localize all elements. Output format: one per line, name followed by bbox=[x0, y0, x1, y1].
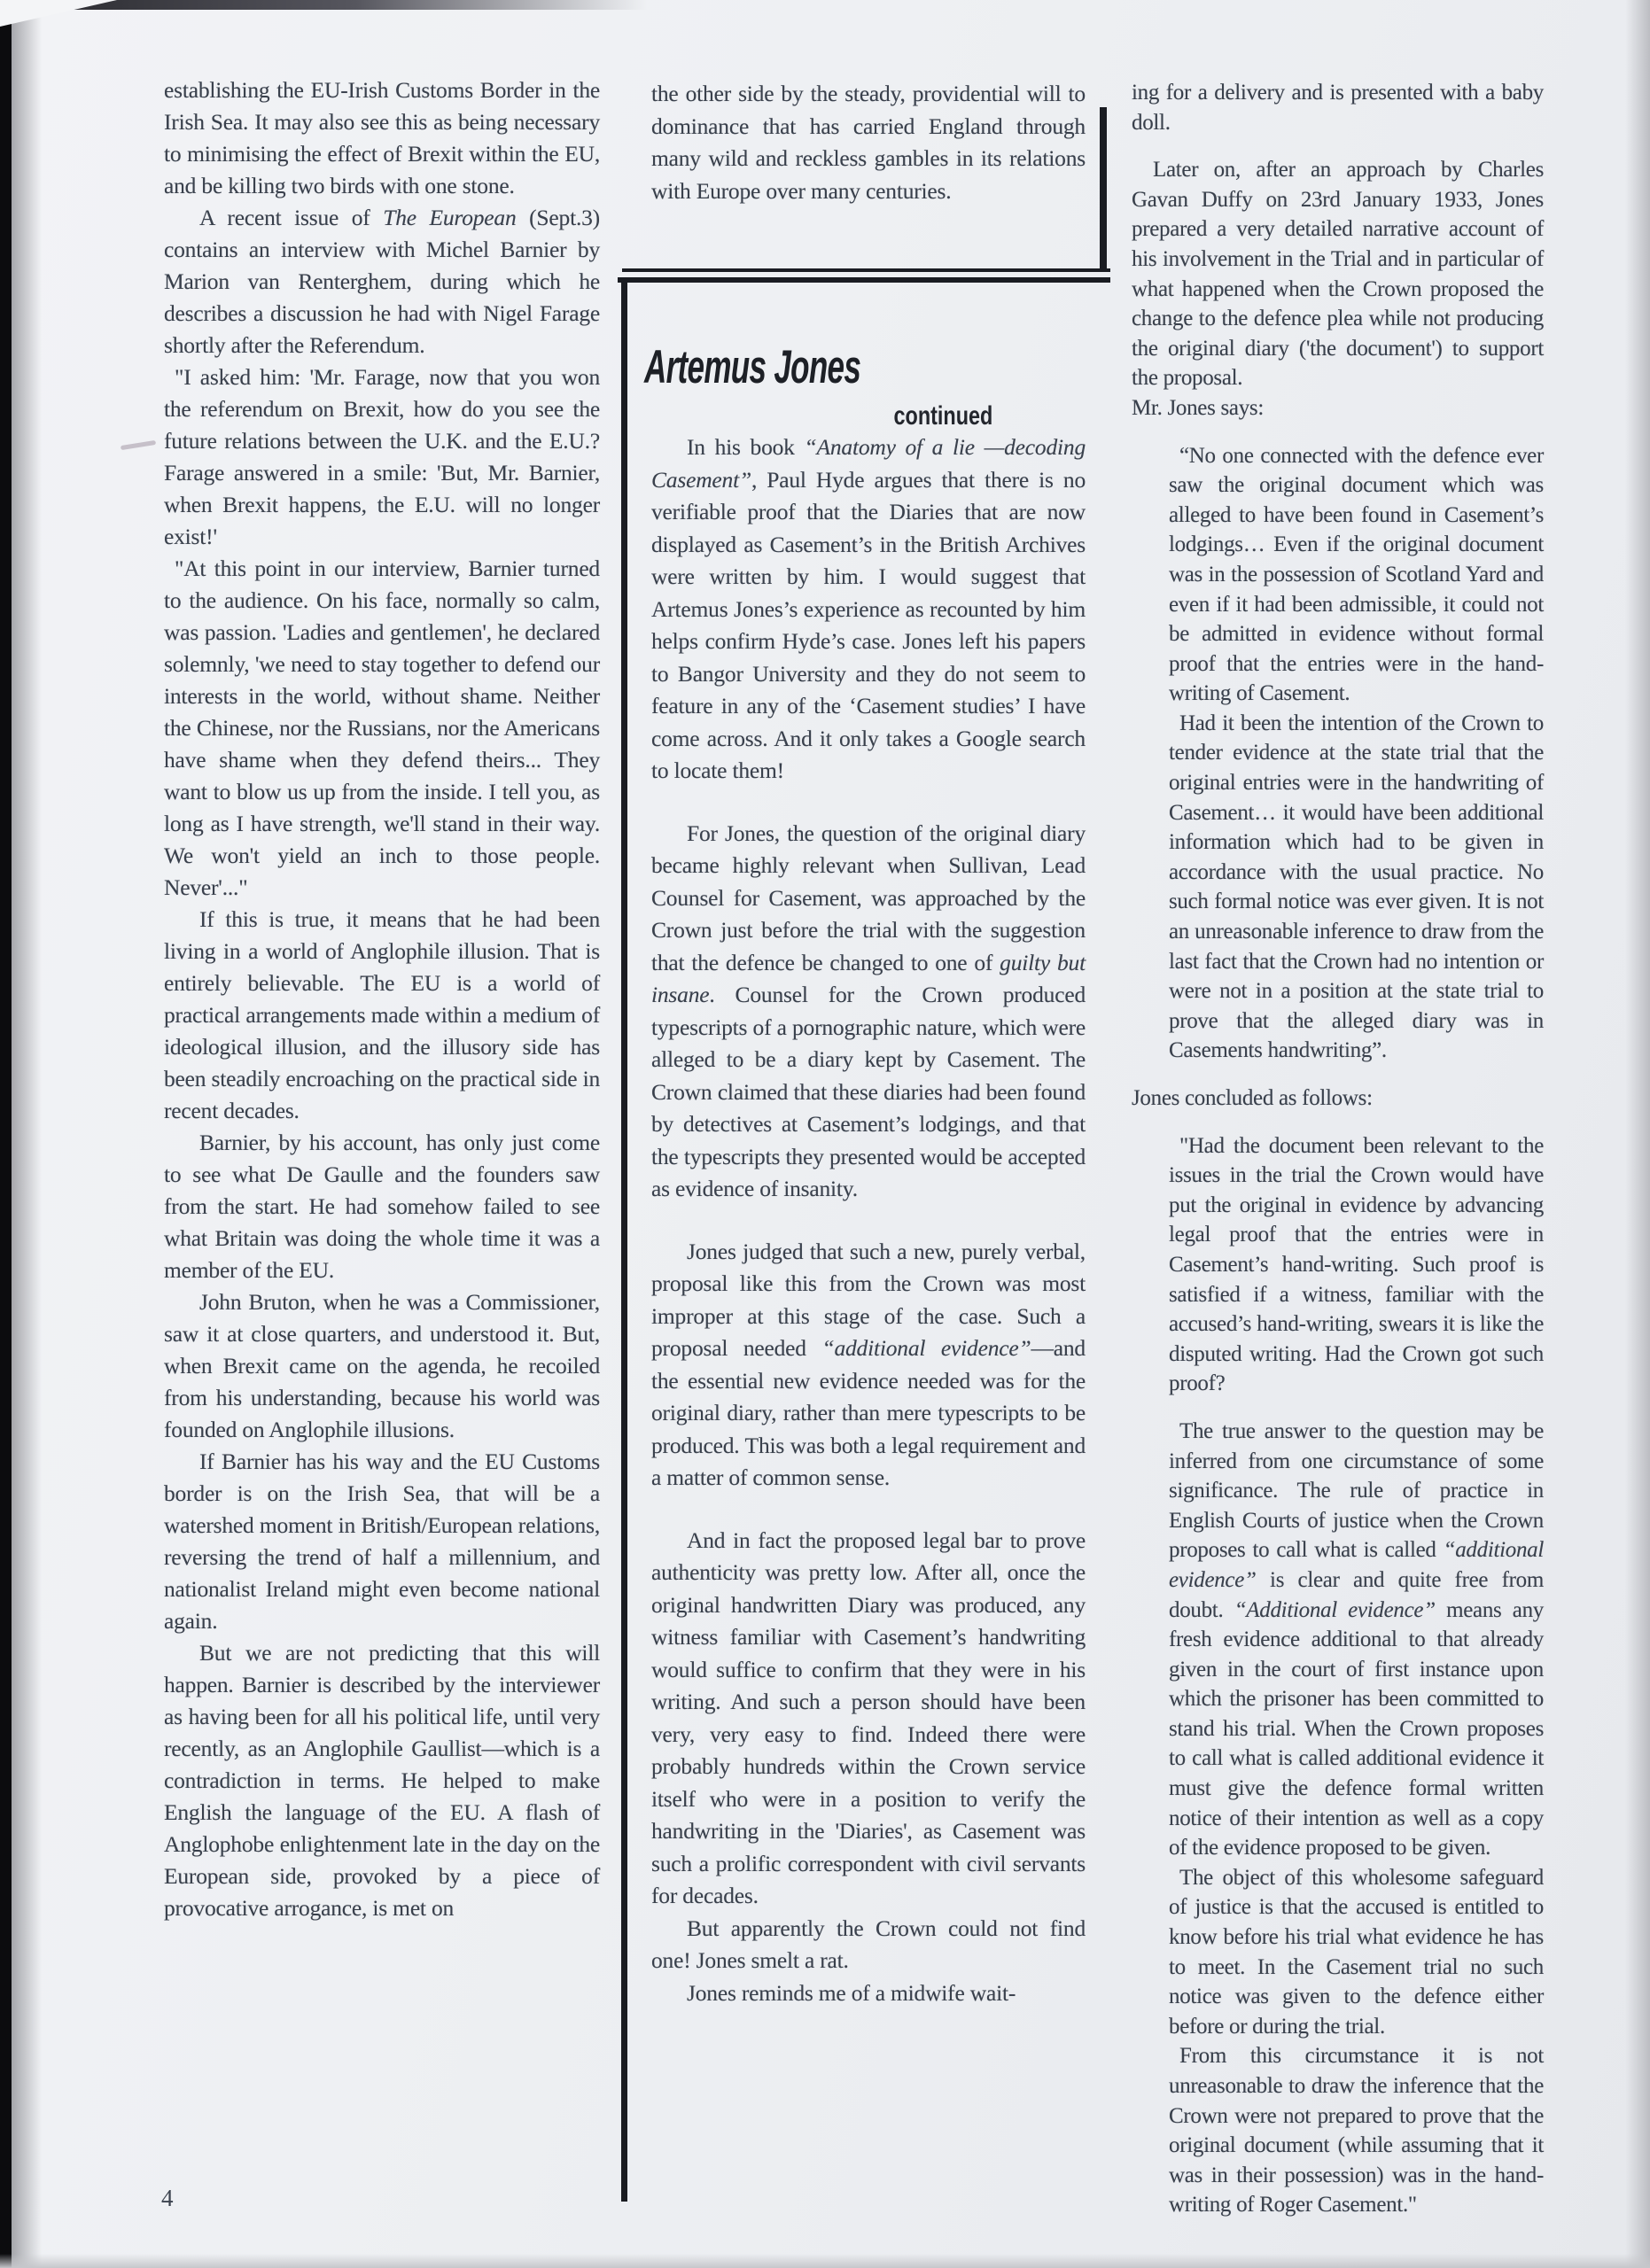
paragraph: If this is true, it means that he had been living in a world of Anglophile illusion. That is entirely believable. The EU is a world of practical arrangements made within a medium of ideological illusion, and the illusory side has been steadily encroaching on the practical side in recent decades. bbox=[164, 906, 601, 1123]
quote-paragraph: Had it been the intention of the Crown to tender evidence at the state trial that the original entries were in the handwriting of Casement… it would have been additional information which had to be given in accordance with the usual practice. No such formal notice was ever given. It is not an unreasonable inference to draw from the last fact that the Crown had no intention or were not in a position at the state trial to prove that the alleged diary was in Casements handwriting”. bbox=[1169, 711, 1544, 1063]
paragraph bbox=[651, 431, 1086, 788]
paragraph: establishing the EU-Irish Customs Border in the Irish Sea. It may also see this as being necessary to minimising the effect of Brexit within the EU, and be killing two birds with one stone. bbox=[164, 77, 600, 198]
paragraph bbox=[651, 1236, 1086, 1495]
quote-paragraph: "Had the document been relevant to the issues in the trial the Crown would have put the original in evidence by advancing legal proof that the entries were in Casement’s hand-writing. Such proof is satisfied if a witness, familiar with the accused’s hand-writing, swears it is like the disputed writing. Had the Crown got such proof? bbox=[1169, 1133, 1544, 1396]
scan-edge-bottom bbox=[0, 2254, 1650, 2268]
paragraph: the other side by the steady, providential will to dominance that has carried England through many wild and reckless gambles in its relations with Europe over many centuries. bbox=[651, 81, 1086, 204]
paragraph: John Bruton, when he was a Commissioner, saw it at close quarters, and understood it. But, when Brexit came on the agenda, he recoiled from his understanding, because his world was founded on Anglophile illusions. bbox=[164, 1289, 600, 1442]
page-corner bbox=[0, 0, 117, 27]
paragraph: But we are not predicting that this will happen. Barnier is described by the interviewer as having been for all his political life, until very recently, as an Anglophile Gaullist—which is a contradiction in terms. He helped to make English the language of the EU. A flash of Anglophobe enlightenment late in the day on the European side, provoked by a piece of provocative arrogance, is met on bbox=[164, 1640, 600, 1921]
text-segment: means any fresh evidence additional to that already given in the court of first instance upon which the prisoner has been committed to stand his trial. When the Crown proposes to call what is called additional evidence it must give the defence formal written notice of their intention as well as a copy of the evidence proposed to be given. bbox=[1169, 1597, 1544, 1860]
paragraph: And in fact the proposed legal bar to prove authenticity was pretty low. After all, once the original handwritten Diary was produced, any witness familiar with Casement’s handwriting would suffice to confirm that they were in his writing. And such a person should have been very, very easy to find. Indeed there were probably hundreds within the Crown service itself who were in a position to verify the handwriting in the 'Diaries', as Casement was such a prolific correspondent with civil servants for decades. bbox=[651, 1526, 1086, 1908]
paragraph: Jones reminds me of a midwife wait- bbox=[687, 1979, 1016, 2006]
quote-paragraph: "At this point in our interview, Barnier turned to the audience. On his face, normally so calm, was passion. 'Ladies and gentlemen', he declared solemnly, 'we need to stay together to defend our interests in the world, without shame. Neither the Chinese, nor the Russians, nor the Americans have shame when they defend theirs... They want to blow us up from the inside. I tell you, as long as I have strength, we'll stand in their way. We won't yield an inch to those people. Never'..." bbox=[164, 555, 600, 900]
quote-paragraph bbox=[1169, 1417, 1544, 1863]
previous-article-end bbox=[651, 78, 1086, 207]
right-column bbox=[1132, 78, 1544, 2220]
paragraph: Later on, after an approach by Charles Gavan Duffy on 23rd January 1933, Jones prepared a very detailed narrative account of his involvement in the Trial and in particular of what happened when the Crown proposed the change to the defence plea while not producing the original diary ('the document') to support the proposal. bbox=[1132, 158, 1544, 391]
text-segment-italic: The European bbox=[383, 205, 517, 230]
paragraph: ing for a delivery and is presented with a baby doll. bbox=[1132, 81, 1544, 135]
scan-edge-right bbox=[1625, 0, 1650, 2268]
previous-article-box-right-border bbox=[1100, 107, 1107, 268]
continued-label: continued bbox=[893, 401, 992, 431]
text-segment: In his book bbox=[687, 434, 805, 460]
text-segment: , Paul Hyde argues that there is no verifiable proof that the Diaries that are now displayed as Casement’s in the British Archives were written by him. I would suggest that Artemus Jones’s experience as recounted by him helps confirm Hyde’s case. Jones left his papers to Bangor University and they do not seem to feature in any of the ‘Casement studies’ I have come across. And it only takes a Google search to locate them! bbox=[651, 466, 1086, 783]
page-number: 4 bbox=[161, 2185, 174, 2211]
text-segment: (Sept.3) contains an interview with Michel Barnier by Marion van Renterghem, during which he describes a discussion he had with Nigel Farage shortly after the Referendum. bbox=[164, 205, 600, 358]
paragraph bbox=[651, 818, 1086, 1206]
paragraph: Barnier, by his account, has only just come to see what De Gaulle and the founders saw from the start. He had somehow failed to see what Britain was doing the whole time it was a member of the EU. bbox=[164, 1130, 600, 1283]
text-segment: —and the essential new evidence needed was for the original diary, rather than mere typescripts to be produced. This was both a legal requirement and a matter of common sense. bbox=[651, 1335, 1086, 1490]
quote-paragraph: “No one connected with the defence ever saw the original document which was alleged to have been found in Casement’s lodgings… Even if the original document was in the possession of Scotland Yard and even if it had been admissible, it could not be admitted in evidence without formal proof that the entries were in the hand-writing of Casement. bbox=[1169, 443, 1544, 706]
text-segment-italic: “Additional evidence” bbox=[1234, 1597, 1436, 1622]
text-segment-italic: guilty but insane bbox=[651, 949, 1086, 1007]
text-segment: For Jones, the question of the original diary became highly relevant when Sullivan, Lead Counsel for Casement, was approached by the Crown just before the trial with the suggestion that the defence be changed to one of bbox=[651, 819, 1086, 975]
text-segment: Jones judged that such a new, purely verbal, proposal like this from the Crown was most improper at this stage of the case. Such a proposal needed bbox=[651, 1238, 1086, 1361]
text-segment-italic: “additional evidence” bbox=[1169, 1538, 1544, 1592]
quote-paragraph: The object of this wholesome safeguard of justice is that the accused is entitled to know before his trial what evidence he has to meet. In the Casement trial no such notice was given to the defence either before or during the trial. bbox=[1169, 1865, 1544, 2039]
paragraph: But apparently the Crown could not find one! Jones smelt a rat. bbox=[651, 1915, 1086, 1973]
quote-paragraph: "I asked him: 'Mr. Farage, now that you won the referendum on Brexit, how do you see the future relations between the U.K. and the E.U.? Farage answered in a smile: 'But, Mr. Barnier, when Brexit happens, the E.U. will no longer exist!' bbox=[164, 364, 600, 549]
text-segment-italic: “Anatomy of a lie —decoding Casement” bbox=[651, 434, 1086, 493]
text-segment: The true answer to the question may be inferred from one circumstance of some significance. The rule of practice in English Courts of justice when the Crown proposes to call what is called bbox=[1169, 1418, 1544, 1563]
paragraph bbox=[164, 202, 600, 361]
text-segment-italic: “additional evidence” bbox=[821, 1335, 1031, 1361]
scan-edge-left bbox=[0, 0, 12, 2268]
paragraph: If Barnier has his way and the EU Customs border is on the Irish Sea, that will be a watershed moment in British/European relations, reversing the trend of half a millennium, and nationalist Ireland might even become national again. bbox=[164, 1449, 600, 1634]
left-column bbox=[164, 74, 600, 1924]
text-segment: A recent issue of bbox=[199, 205, 384, 230]
paragraph: Mr. Jones says: bbox=[1132, 395, 1264, 420]
quote-paragraph: From this circumstance it is not unreasonable to draw the inference that the Crown were not prepared to prove that the original document (while assuming that it was in their possession) was in the hand-writing of Roger Casement." bbox=[1169, 2044, 1544, 2218]
text-segment: is clear and quite free from doubt. bbox=[1169, 1567, 1544, 1622]
pencil-mark bbox=[121, 440, 156, 450]
article-title: Artemus Jones bbox=[644, 341, 861, 393]
artemus-jones-article bbox=[627, 283, 1086, 2009]
text-segment: . Counsel for the Crown produced typescripts of a pornographic nature, which were alleged to be a diary kept by Casement. The Crown claimed that these diaries had been found by detectives at Casement’s lodgings, and that the typescripts they presented would be accepted as evidence of insanity. bbox=[651, 982, 1086, 1201]
paragraph: Jones concluded as follows: bbox=[1132, 1086, 1373, 1110]
scan-edge-left-shadow bbox=[12, 0, 42, 2268]
previous-article-box-bottom-border bbox=[622, 268, 1110, 272]
